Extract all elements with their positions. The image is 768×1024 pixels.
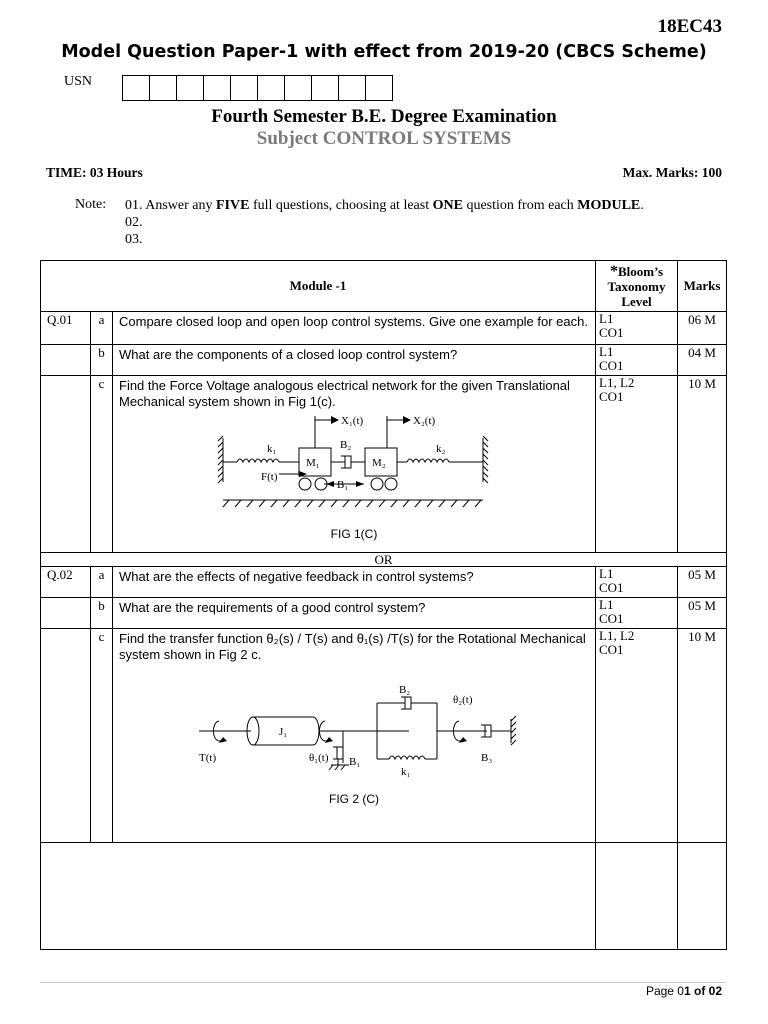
- figure-1c: [119, 410, 589, 526]
- bloom-level: L1 CO1: [596, 312, 678, 345]
- question-text-with-figure: [113, 376, 596, 553]
- sub-label: c: [91, 376, 113, 553]
- usn-box[interactable]: [312, 75, 339, 101]
- table-row: [41, 345, 727, 376]
- label-theta2: θ₂(t): [453, 694, 473, 706]
- module-header: Module -1: [41, 261, 596, 312]
- bloom-level: L1 CO1: [596, 598, 678, 629]
- marks-value: 10 M: [678, 629, 727, 843]
- max-marks-label: Max. Marks: 100: [622, 165, 722, 180]
- table-row: [41, 629, 727, 843]
- sub-label: c: [91, 629, 113, 843]
- note-line-3: 03.: [125, 232, 143, 247]
- table-row: [41, 567, 727, 598]
- note-line-1: 01. Answer any FIVE full questions, choosing at least ONE question from each MODULE.: [125, 198, 644, 213]
- usn-box[interactable]: [177, 75, 204, 101]
- sub-label: b: [91, 345, 113, 376]
- usn-label: USN: [64, 74, 93, 89]
- or-row: [41, 553, 727, 567]
- table-header-row: [41, 261, 727, 312]
- page-number: Page 01 of 02: [645, 984, 722, 998]
- subject-heading: Subject CONTROL SYSTEMS: [256, 128, 512, 149]
- usn-box[interactable]: [366, 75, 393, 101]
- paper-title: Model Question Paper-1 with effect from 2019-20 (CBCS Scheme): [61, 42, 707, 62]
- label-torque: T(t): [199, 752, 217, 764]
- sub-label: b: [91, 598, 113, 629]
- usn-box[interactable]: [204, 75, 231, 101]
- question-number: Q.02: [41, 567, 91, 598]
- question-text: Find the Force Voltage analogous electrical network for the given Translational Mechanical system shown in Fig 1(c).: [119, 378, 570, 409]
- or-separator: OR: [41, 553, 727, 567]
- sub-label: a: [91, 312, 113, 345]
- marks-value: 10 M: [678, 376, 727, 553]
- bloom-level: L1, L2 CO1: [596, 629, 678, 843]
- usn-box[interactable]: [285, 75, 312, 101]
- note-label: Note:: [75, 197, 107, 212]
- marks-value: 04 M: [678, 345, 727, 376]
- table-row-empty: [41, 843, 727, 950]
- label-k1: k₁: [401, 766, 411, 778]
- marks-value: 05 M: [678, 567, 727, 598]
- usn-box[interactable]: [231, 75, 258, 101]
- label-b1: B₁: [337, 479, 349, 491]
- time-label: TIME: 03 Hours: [46, 165, 143, 180]
- label-b1: B₁: [349, 756, 361, 768]
- usn-boxes: [122, 75, 393, 101]
- footer-divider: [40, 982, 726, 983]
- label-m2: M₂: [372, 457, 386, 469]
- question-text: What are the requirements of a good control system?: [113, 598, 596, 629]
- question-text: What are the components of a closed loop control system?: [113, 345, 596, 376]
- subject-code: 18EC43: [657, 16, 722, 37]
- figure-caption: FIG 2 (C): [329, 792, 379, 806]
- table-row: [41, 598, 727, 629]
- note-line-2: 02.: [125, 215, 143, 230]
- label-x2: X₂(t): [413, 415, 436, 427]
- bloom-header: *Bloom’s Taxonomy Level: [596, 261, 678, 312]
- label-m1: M₁: [306, 457, 320, 469]
- usn-box[interactable]: [123, 75, 150, 101]
- marks-value: 06 M: [678, 312, 727, 345]
- label-b2: B₂: [399, 684, 411, 696]
- note-lines: [125, 197, 644, 248]
- figure-2c: [119, 663, 589, 791]
- marks-header: Marks: [678, 261, 727, 312]
- semester-heading: Fourth Semester B.E. Degree Examination: [211, 106, 557, 127]
- label-b3: B₃: [481, 752, 493, 764]
- label-theta1: θ₁(t): [309, 752, 329, 764]
- question-text: Find the transfer function θ₂(s) / T(s) and θ₁(s) /T(s) for the Rotational Mechanical system shown in Fig 2 c.: [119, 631, 586, 662]
- question-text: Compare closed loop and open loop control systems. Give one example for each.: [113, 312, 596, 345]
- label-x1: X₁(t): [341, 415, 364, 427]
- usn-box[interactable]: [339, 75, 366, 101]
- bloom-level: L1 CO1: [596, 345, 678, 376]
- figure-caption: FIG 1(C): [330, 527, 378, 541]
- rotational-system-diagram: [119, 663, 589, 791]
- question-text-with-figure: [113, 629, 596, 843]
- bloom-level: L1, L2 CO1: [596, 376, 678, 553]
- label-force: F(t): [261, 471, 278, 483]
- translational-system-diagram: [119, 410, 589, 526]
- marks-value: 05 M: [678, 598, 727, 629]
- question-text: What are the effects of negative feedback in control systems?: [113, 567, 596, 598]
- usn-box[interactable]: [258, 75, 285, 101]
- usn-box[interactable]: [150, 75, 177, 101]
- question-number: Q.01: [41, 312, 91, 345]
- question-table: [40, 260, 727, 950]
- label-b2: B₂: [340, 439, 352, 451]
- label-k2: k₂: [436, 443, 446, 455]
- sub-label: a: [91, 567, 113, 598]
- label-j1: J₁: [279, 726, 288, 738]
- table-row: [41, 376, 727, 553]
- table-row: [41, 312, 727, 345]
- label-k1: k₁: [267, 443, 277, 455]
- bloom-level: L1 CO1: [596, 567, 678, 598]
